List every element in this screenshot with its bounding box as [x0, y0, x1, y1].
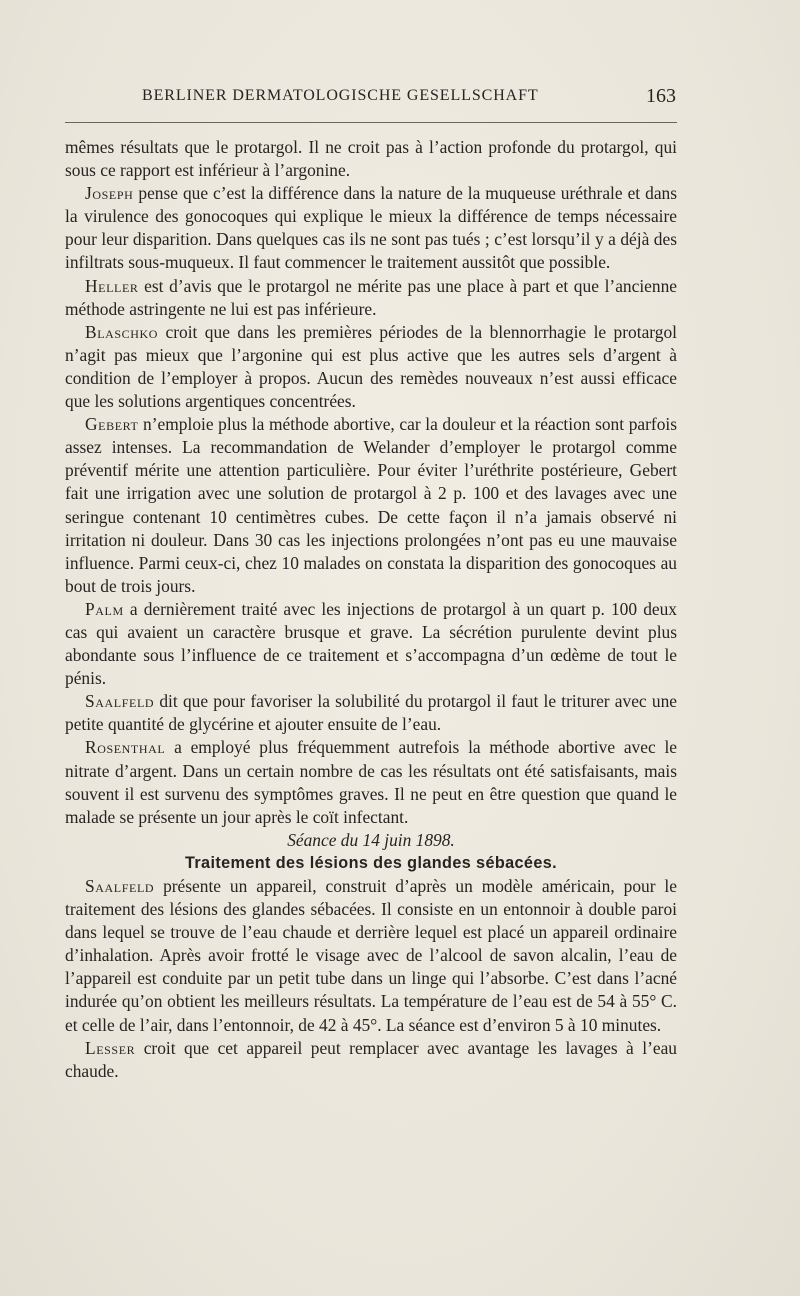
paragraph-text: a dernièrement traité avec les injections de protargol à un quart p. 100 deux cas qui avaient un caractère brusque et grave. La sécrétion purulente devint plus abondante sous l’influence de ce traitement et s’accompagna d’un œdème de tout le pénis.	[65, 598, 677, 689]
paragraph-lesser	[65, 1037, 677, 1083]
header-rule	[65, 122, 677, 123]
paragraph-text: présente un appareil, construit d’après un modèle américain, pour le traitement des lésions des glandes sébacées. Il consiste en un entonnoir à double paroi dans lequel se trouve de l’eau chaude et derrière lequel est placé un appareil ordinaire d’inhalation. Après avoir frotté le visage avec de l’alcool de savon alcalin, l’eau de l’appareil est conduite par un petit tube dans un linge qui l’absorbe. C’est dans l’acné indurée qu’on obtient les meilleurs résultats. La température de l’eau est de 54 à 55° C. et celle de l’air, dans l’entonnoir, de 42 à 45°. La séance est d’environ 5 à 10 minutes.	[65, 876, 677, 1035]
paragraph-text: croit que dans les premières périodes de la blennorrhagie le protargol n’agit pas mieux que l’argonine qui est plus active que les autres sels d’argent à condition de l’employer à propos. Aucun des remèdes nouveaux n’est aussi efficace que les solutions argentiques concentrées.	[65, 321, 677, 412]
paragraph-text: pense que c’est la différence dans la nature de la muqueuse uréthrale et dans la virulence des gonocoques qui explique le mieux la différence de temps nécessaire pour leur disparition. Dans quelques cas ils ne sont pas tués ; c’est lorsqu’il y a déjà des infiltrats sous-muqueux. Il faut commencer le traitement aussitôt que possible.	[65, 183, 677, 273]
speaker-name: Gebert	[85, 414, 139, 435]
paragraph-blaschko	[65, 321, 677, 413]
speaker-name: Saalfeld	[85, 876, 155, 896]
paragraph-text: a employé plus fréquemment autrefois la méthode abortive avec le nitrate d’argent. Dans un certain nombre de cas les résultats ont été satisfaisants, mais souvent il est survenu des symptômes graves. Il ne peut en être question que quand le malade se présente un jour après le coït infectant.	[65, 737, 677, 827]
session-heading: Séance du 14 juin 1898.	[287, 829, 455, 850]
speaker-name: Heller	[85, 275, 139, 296]
paragraph-gebert	[65, 413, 677, 598]
paragraph-text: croit que cet appareil peut remplacer avec avantage les lavages à l’eau chaude.	[65, 1037, 677, 1081]
paragraph-text: dit que pour favoriser la solubilité du protargol il faut le triturer avec une petite quantité de glycérine et ajouter ensuite de l’eau.	[65, 691, 677, 735]
paragraph-continuation	[65, 136, 677, 182]
paragraph-saalfeld-apparatus	[65, 875, 677, 1037]
speaker-name: Rosenthal	[85, 737, 166, 758]
running-title: BERLINER DERMATOLOGISCHE GESELLSCHAFT	[142, 87, 539, 104]
section-title: Traitement des lésions des glandes sébacées.	[184, 853, 558, 872]
page-number: 163	[646, 85, 676, 107]
paragraph-rosenthal	[65, 736, 677, 828]
speaker-name: Palm	[85, 598, 124, 619]
speaker-name: Blaschko	[85, 321, 159, 342]
paragraph-joseph	[65, 182, 677, 274]
speaker-name: Joseph	[85, 183, 134, 204]
paragraph-saalfeld	[65, 690, 677, 736]
paragraph-heller	[65, 275, 677, 321]
paragraph-text: mêmes résultats que le protargol. Il ne croit pas à l’action profonde du protargol, qui sous ce rapport est inférieur à l’argonine.	[65, 137, 677, 181]
speaker-name: Saalfeld	[85, 691, 155, 712]
speaker-name: Lesser	[85, 1037, 136, 1058]
page-body	[65, 136, 677, 1083]
page-header	[142, 86, 676, 110]
paragraph-text: n’emploie plus la méthode abortive, car la douleur et la réaction sont parfois assez intenses. La recommandation de Welander d’employer le protargol comme préventif mérite une attention particulière. Pour éviter l’uréthrite postérieure, Gebert fait une irrigation avec une solution de protargol à 2 p. 100 et des lavages avec une seringue contenant 10 centimètres cubes. De cette façon il n’a jamais observé ni irritation ni douleur. Dans 30 cas les injections prolongées n’ont pas eu une mauvaise influence. Parmi ceux-ci, chez 10 malades on constata la disparition des gonocoques au bout de trois jours.	[65, 414, 677, 596]
paragraph-text: est d’avis que le protargol ne mérite pas une place à part et que l’ancienne méthode astringente ne lui est pas inférieure.	[65, 275, 677, 319]
paragraph-palm	[65, 598, 677, 690]
